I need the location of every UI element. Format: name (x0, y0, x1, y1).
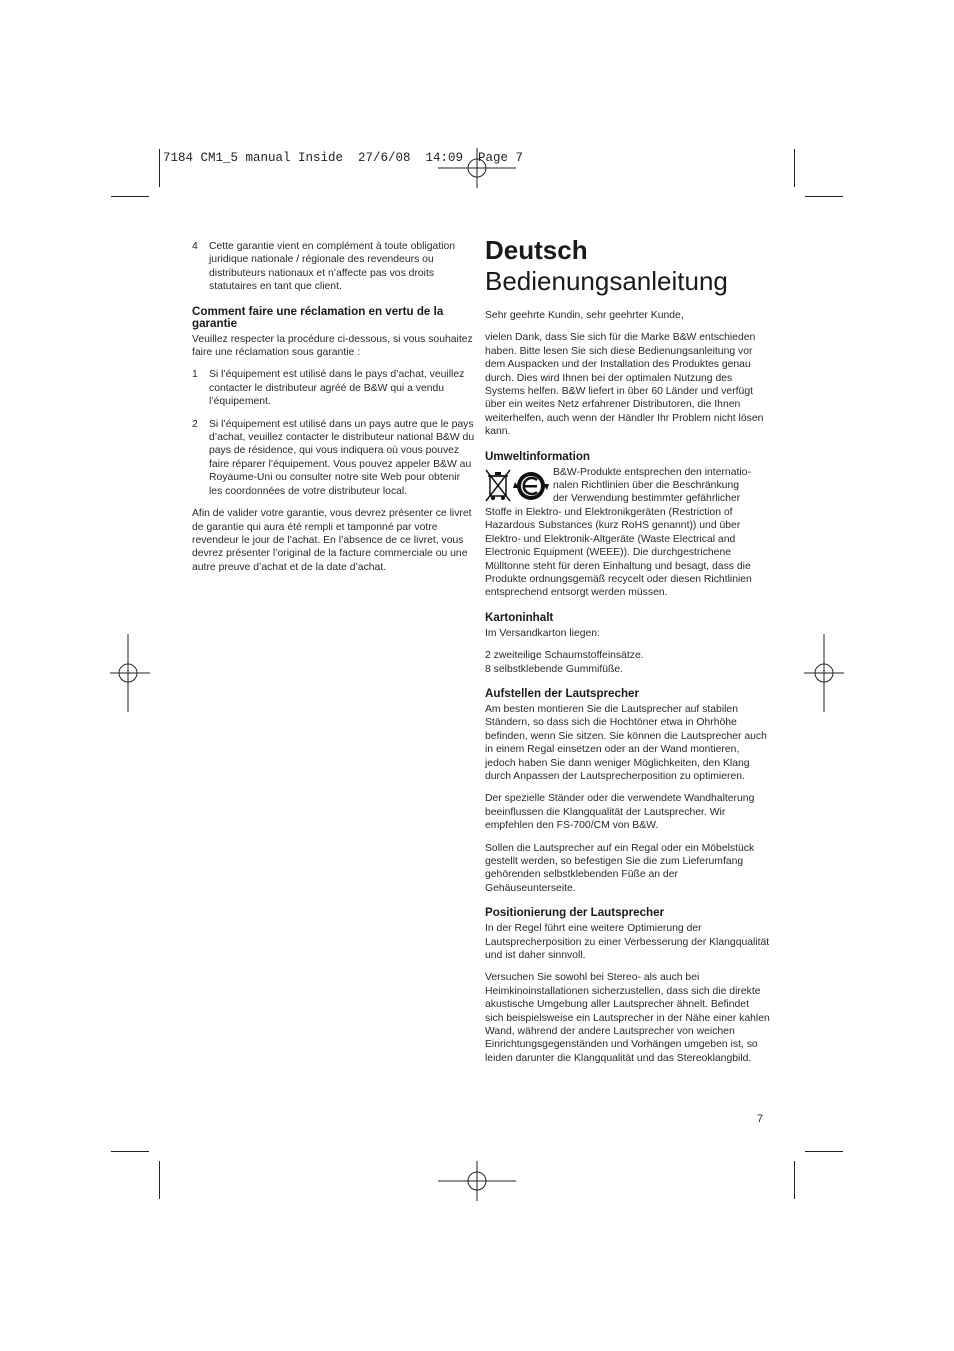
registration-mark-left (110, 634, 150, 712)
crop-mark-top-right-v (794, 149, 795, 187)
box-heading: Kartoninhalt (485, 610, 554, 624)
crop-mark-bottom-left-h (111, 1151, 149, 1152)
item-text: Cette garantie vient en complément à toute obligation juridique nationale / régionale des revendeurs ou distributeurs nationaux et n’affecte pas vos droits statutaires en tant que client. (209, 241, 456, 293)
printer-slug: 7184 CM1_5 manual Inside 27/6/08 14:09 Page 7 (163, 151, 524, 165)
env-heading: Umweltinformation (485, 449, 590, 463)
right-column-german (485, 235, 770, 1074)
crop-mark-top-left-v (159, 149, 160, 187)
positioning-paragraph-2: Versuchen Sie sowohl bei Stereo- als auch bei Heimkinoinstallationen sicherzustellen, dass sich die direkte akustische Umgebung aller Lautsprecher ähnelt. Befindet sich beispielsweise ein Lautsprecher in der Nähe einer kahlen Wand, während der andere Lautsprecher von weichen Einrichtungsgegenständen und Vorhängen umgeben ist, so leiden darunter die Klangqualität und das Stereoklangbild. (485, 972, 770, 1064)
env-text-rest: Stoffe in Elektro- und Elektronikgeräten (Restriction of Hazardous Substances (kurz RoHS genannt)) und über Elektro- und Elektronik-Altgeräte (Waste Electrical and Electronic Equipment (WEEE)). Die durchgestrichene Mülltonne steht für deren Einhaltung und besagt, dass die Produkte ordnungsgemäß recycelt oder diesen Richtlinien entsprechend entsorgt werden müssen. (485, 506, 752, 599)
crossed-bin-icon (486, 470, 510, 501)
crop-mark-bottom-left-v (159, 1161, 160, 1199)
registration-mark-top (438, 148, 516, 188)
registration-mark-bottom (438, 1161, 516, 1201)
setup-paragraph-3: Sollen die Lautsprecher auf ein Regal oder ein Möbelstück gestellt werden, so befestigen Sie die zum Lieferumfang gehörenden selbstklebenden Füße an der Gehäuseunterseite. (485, 842, 755, 894)
claim-item-1 (192, 368, 475, 408)
item-text: Si l’équipement est utilisé dans le pays d’achat, veuillez contacter le distributeur agréé de B&W qui a vendu l’équipement. (209, 369, 465, 408)
rohs-e-icon (513, 472, 549, 500)
registration-mark-right (804, 634, 844, 712)
claim-intro: Veuillez respecter la procédure ci-dessous, si vous souhaitez faire une réclamation sous garantie : (192, 333, 473, 359)
setup-paragraph-2: Der spezielle Ständer oder die verwendete Wandhalterung beeinflussen die Klangqualität der Lautsprecher. Wir empfehlen den FS-700/CM von B&W. (485, 793, 755, 832)
env-section (485, 466, 770, 600)
item-number: 1 (192, 369, 198, 381)
page-title: Deutsch (485, 235, 588, 265)
warranty-item-4 (192, 240, 475, 294)
env-text-line: der Verwendung bestimmter gefährlicher (553, 493, 741, 505)
box-item: 2 zweiteilige Schaumstoffeinsätze. (485, 650, 644, 662)
claim-item-2 (192, 418, 475, 498)
page-number: 7 (757, 1113, 764, 1125)
item-number: 2 (192, 418, 198, 430)
crop-mark-top-right-h (805, 196, 843, 197)
claim-heading: Comment faire une réclamation en vertu de la garantie (192, 304, 444, 330)
crop-mark-top-left-h (111, 196, 149, 197)
left-column-french (192, 240, 475, 583)
env-text-line: nalen Richtlinien über die Beschränkung (553, 480, 739, 492)
crop-mark-bottom-right-v (794, 1161, 795, 1199)
item-text: Si l’équipement est utilisé dans un pays autre que le pays d’achat, veuillez contacter le distributeur national B&W du pays de résidence, qui vous indiquera où vous pouvez faire réparer l’équipement. Vous pouvez appeler B&W au Royaume-Uni ou consulter notre site Web pour obtenir les coordonnées de votre distributeur local. (209, 418, 475, 497)
env-icons (485, 468, 549, 504)
validate-paragraph: Afin de valider votre garantie, vous devrez présenter ce livret de garantie qui aura été rempli et tamponné par votre revendeur le jour de l’achat. En l’absence de ce livret, vous devrez présenter l’original de la facture commerciale ou une autre preuve d’achat et de la date d’achat. (192, 508, 472, 573)
setup-heading: Aufstellen der Lautsprecher (485, 686, 639, 700)
box-contents (485, 649, 770, 676)
box-item: 8 selbstklebende Gummifüße. (485, 663, 624, 675)
positioning-heading: Positionierung der Lautsprecher (485, 906, 665, 920)
setup-paragraph-1: Am besten montieren Sie die Lautsprecher auf stabilen Ständern, so dass sich die Hochtöner etwa in Ohrhöhe befinden, wenn Sie sitzen. Sie können die Lautsprecher auch in einem Regal einsetzen oder an der Wand montieren, jedoch haben Sie dann weniger Möglichkeiten, den Klang durch Anpassen der Lautsprecherposition zu optimieren. (485, 703, 767, 782)
env-text-line: B&W-Produkte entsprechen den internatio- (553, 466, 751, 478)
greeting: Sehr geehrte Kundin, sehr geehrter Kunde, (485, 310, 684, 321)
intro-paragraph: vielen Dank, dass Sie sich für die Marke B&W entschieden haben. Bitte lesen Sie sich diese Bedienungsanleitung vor dem Auspacken und der Installation des Produktes genau durch. Dies wird Ihnen bei der optimalen Nutzung des Systems helfen. B&W liefert in über 60 Länder und verfügt über ein weites Netz erfahrener Distributoren, die Ihnen weiterhelfen, auch wenn der Händler Ihr Problem nicht lösen kann. (485, 332, 764, 438)
page-subtitle: Bedienungsanleitung (485, 266, 728, 296)
box-intro: Im Versandkarton liegen: (485, 627, 600, 639)
crop-mark-bottom-right-h (805, 1151, 843, 1152)
positioning-paragraph-1: In der Regel führt eine weitere Optimierung der Lautsprecherposition zu einer Verbesserung der Klangqualität und ist daher sinnvoll. (485, 923, 770, 962)
item-number: 4 (192, 241, 198, 252)
